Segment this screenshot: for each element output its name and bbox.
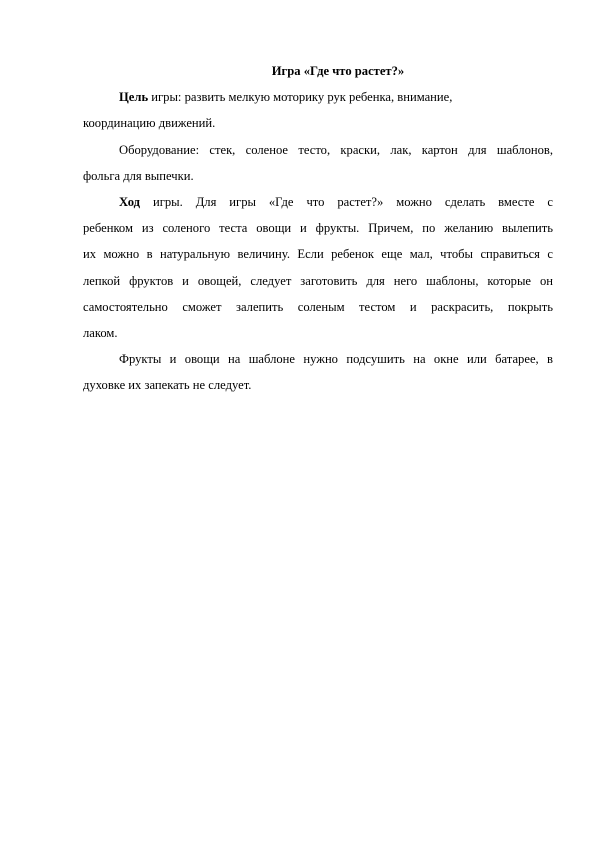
goal-text-1: игры: развить мелкую моторику рук ребенка, внимание, [148,90,453,105]
progress-text-1: игры. Для игры «Где что растет?» можно сделать вместе с [140,195,553,210]
drying-line-1: Фрукты и овощи на шаблоне нужно подсушить на окне или батарее, в [119,352,553,367]
progress-line-4: лепкой фруктов и овощей, следует заготовить для него шаблоны, которые он [83,273,553,288]
progress-line-6: лаком. [83,326,118,341]
equipment-line-2: фольга для выпечки. [83,168,194,183]
goal-paragraph [83,84,553,136]
goal-label: Цель [119,90,149,105]
progress-line-3: их можно в натуральную величину. Если ребенок еще мал, чтобы справиться с [83,247,553,262]
equipment-paragraph [83,137,553,189]
drying-paragraph [83,346,553,398]
goal-line-1 [83,84,553,110]
progress-line-2: ребенком из соленого теста овощи и фрукты. Причем, по желанию вылепить [83,221,553,236]
document-body [83,58,553,399]
progress-label: Ход [119,195,141,210]
page-title: Игра «Где что растет?» [271,64,405,78]
equipment-line-1: Оборудование: стек, соленое тесто, краски, лак, картон для шаблонов, [119,142,553,157]
drying-line-2: духовке их запекать не следует. [83,378,252,393]
progress-line-5: самостоятельно сможет залепить соленым тестом и раскрасить, покрыть [83,299,553,314]
progress-paragraph [83,189,553,346]
progress-line-1 [83,189,553,215]
goal-line-2: координацию движений. [83,116,216,131]
